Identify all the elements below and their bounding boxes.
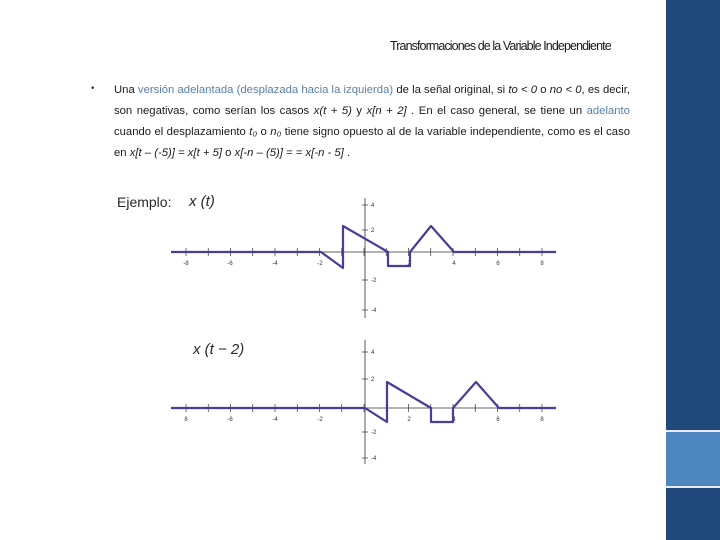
plot1-x-tick-label: -8 xyxy=(183,261,189,267)
plot1-y-tick-label: -4 xyxy=(371,308,377,314)
example-label: Ejemplo: xyxy=(117,194,172,210)
plot2-x-tick-label: 4 xyxy=(452,417,456,423)
plot2-x-tick-label: -4 xyxy=(272,417,278,423)
para-text-3: o xyxy=(537,84,550,96)
para-highlight-2: adelanto xyxy=(586,105,630,117)
para-math-4: x[n + 2] xyxy=(366,105,407,117)
plot1-x-tick-label: 2 xyxy=(407,261,411,267)
bullet-marker: • xyxy=(90,84,96,94)
plot1-x-tick-label: 8 xyxy=(540,261,544,267)
plot1 xyxy=(171,198,556,318)
para-math-2: no < 0 xyxy=(549,84,582,96)
plot1-x-tick-label: -2 xyxy=(317,261,323,267)
plot2-label: x (t − 2) xyxy=(193,341,245,358)
para-math-6: n₀ xyxy=(270,126,282,138)
para-math-3: x(t + 5) xyxy=(313,105,352,117)
plot1-y-ticks xyxy=(362,203,377,314)
para-text-1: Una xyxy=(114,84,138,96)
para-math-1: to < 0 xyxy=(508,84,538,96)
para-text-10: o xyxy=(222,147,235,159)
plot1-x-ticks xyxy=(183,248,544,267)
plot2-x-tick-label: 6 xyxy=(496,417,500,423)
para-highlight-1: versión adelantada (desplazada hacia la izquierda) xyxy=(137,84,394,96)
para-math-7: x[t – (-5)] = x[t + 5] xyxy=(129,147,223,159)
plot1-y-tick-label: -2 xyxy=(371,278,377,284)
side-band-bottom-block xyxy=(666,488,720,540)
plot2-signal xyxy=(171,382,556,422)
plot1-y-tick-label: 4 xyxy=(371,203,375,209)
para-text-11: . xyxy=(343,147,351,159)
para-text-7: cuando el desplazamiento xyxy=(114,126,250,138)
plot2-y-tick-label: 4 xyxy=(371,350,375,356)
plot1-y-tick-label: 2 xyxy=(371,228,375,234)
plot1-x-tick-label: 4 xyxy=(452,261,456,267)
para-text-6: . En el caso general, se tiene un xyxy=(406,105,587,117)
plot2-x-tick-label: 2 xyxy=(407,417,411,423)
plot1-x-tick-label: -4 xyxy=(272,261,278,267)
plot1-x-tick-label: -6 xyxy=(227,261,233,267)
para-math-5: t₀ xyxy=(249,126,258,138)
plot2-y-tick-label: 2 xyxy=(371,377,375,383)
side-band-dark-block xyxy=(666,0,720,430)
plot2-y-tick-label: -4 xyxy=(371,456,377,462)
plot2 xyxy=(171,340,556,464)
plot2-x-tick-label: -6 xyxy=(227,417,233,423)
plot2-x-tick-label: 8 xyxy=(184,417,188,423)
plot2-x-tick-label: -2 xyxy=(317,417,323,423)
slide-title: Transformaciones de la Variable Independiente xyxy=(390,39,611,53)
para-text-9: tiene signo opuesto al de la variable independiente, como es el caso en xyxy=(114,126,630,159)
plot2-x-ticks xyxy=(184,404,544,423)
side-band-mid-block xyxy=(666,432,720,486)
plots-svg xyxy=(111,186,612,474)
plot1-x-tick-label: 6 xyxy=(496,261,500,267)
para-math-8: x[-n – (5)] = = x[-n - 5] xyxy=(234,147,344,159)
para-text-5: y xyxy=(351,105,367,117)
para-text-2: de la señal original, si xyxy=(393,84,509,96)
plot2-y-tick-label: -2 xyxy=(371,430,377,436)
para-text-8: o xyxy=(257,126,271,138)
plot1-label: x (t) xyxy=(189,193,215,210)
bullet-paragraph xyxy=(114,80,630,164)
para-text-4: , es decir, son negativas, como serían los casos xyxy=(114,84,630,117)
plot2-x-tick-label: 8 xyxy=(540,417,544,423)
example-figure xyxy=(111,186,612,474)
